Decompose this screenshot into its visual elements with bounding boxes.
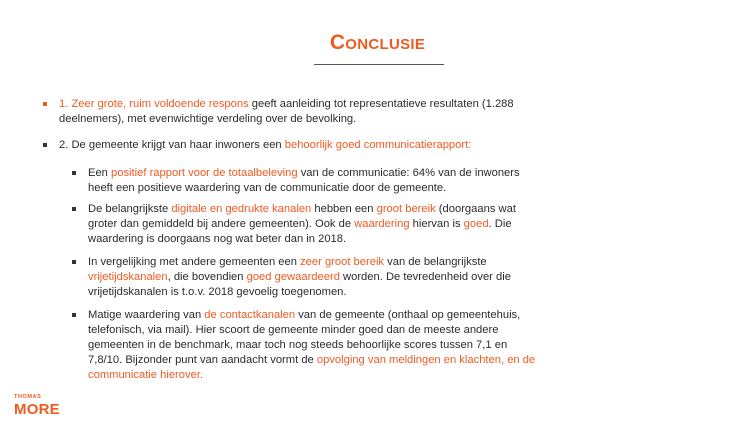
body-text: Een [88, 167, 112, 179]
highlight-text: goed [463, 218, 489, 230]
bullet-square-icon [72, 260, 76, 264]
bullet-item-respons [59, 97, 529, 127]
highlight-text: behoorlijk goed communicatierapport: [284, 139, 472, 151]
bullet-text [59, 98, 514, 125]
body-text: geeft aanleiding tot representatieve resultaten (1.288 deelnemers), met evenwichtige verdeling over de bevolking. [59, 98, 514, 125]
body-text: , die bovendien [167, 271, 247, 283]
bullet-square-icon [72, 171, 76, 175]
highlight-text: waardering [354, 218, 410, 230]
sub-item-contactkanalen [88, 308, 538, 383]
highlight-text: positief rapport voor de totaalbeleving [111, 167, 298, 179]
bullet-text [88, 167, 520, 194]
body-text: 2. De gemeente krijgt van haar inwoners een [59, 139, 285, 151]
bullet-text [88, 203, 516, 245]
highlight-text: de contactkanalen [204, 309, 296, 321]
highlight-text: vrijetijdskanalen [88, 271, 168, 283]
bullet-text [59, 139, 471, 151]
bullet-square-icon [43, 143, 47, 147]
sub-item-vrijetijdskanalen [88, 255, 538, 300]
body-text: hebben een [311, 203, 377, 215]
bullet-square-icon [72, 313, 76, 317]
highlight-text: goed gewaardeerd [246, 271, 340, 283]
highlight-text: opvolging van meldingen en klachten, en de communicatie hierover. [88, 354, 536, 381]
body-text: hiervan is [409, 218, 464, 230]
sub-item-kanalen [88, 202, 538, 247]
highlight-text: 1. Zeer grote, ruim voldoende respons [59, 98, 249, 110]
bullet-square-icon [72, 207, 76, 211]
logo-bottom-text: MORE [14, 400, 60, 418]
body-text: Matige waardering van [88, 309, 205, 321]
thomas-more-logo [14, 395, 64, 417]
body-text: De belangrijkste [88, 203, 172, 215]
body-text: . Die waardering is doorgaans nog wat beter dan in 2018. [88, 218, 512, 245]
slide-title: Conclusie [329, 31, 426, 54]
sub-item-totaalbeleving [88, 166, 538, 196]
bullet-text [88, 256, 511, 298]
highlight-text: digitale en gedrukte kanalen [171, 203, 312, 215]
body-text: In vergelijking met andere gemeenten een [88, 256, 301, 268]
highlight-text: zeer groot bereik [300, 256, 385, 268]
highlight-text: groot bereik [376, 203, 436, 215]
logo-top-text: THOMAS [14, 394, 42, 400]
body-text: (doorgaans wat groter dan gemiddeld bij andere gemeenten). Ook de [88, 203, 516, 230]
body-text: van de communicatie: 64% van de inwoners heeft een positieve waardering van de communicatie door de gemeente. [88, 167, 520, 194]
bullet-item-communicatierapport [59, 138, 529, 153]
bullet-text [88, 309, 535, 381]
body-text: van de gemeente (onthaal op gemeentehuis, telefonisch, via mail). Hier scoort de gemeente minder goed dan de meeste andere gemeenten in de benchmark, maar toch nog steeds behoorlijke scores tussen 7,1 en 7,8/10. Bijzonder punt van aandacht vormt de [88, 309, 521, 366]
bullet-square-icon [43, 102, 47, 106]
body-text: worden. De tevredenheid over die vrijetijdskanalen is t.o.v. 2018 gevoelig toegenomen. [88, 271, 511, 298]
body-text: van de belangrijkste [384, 256, 487, 268]
